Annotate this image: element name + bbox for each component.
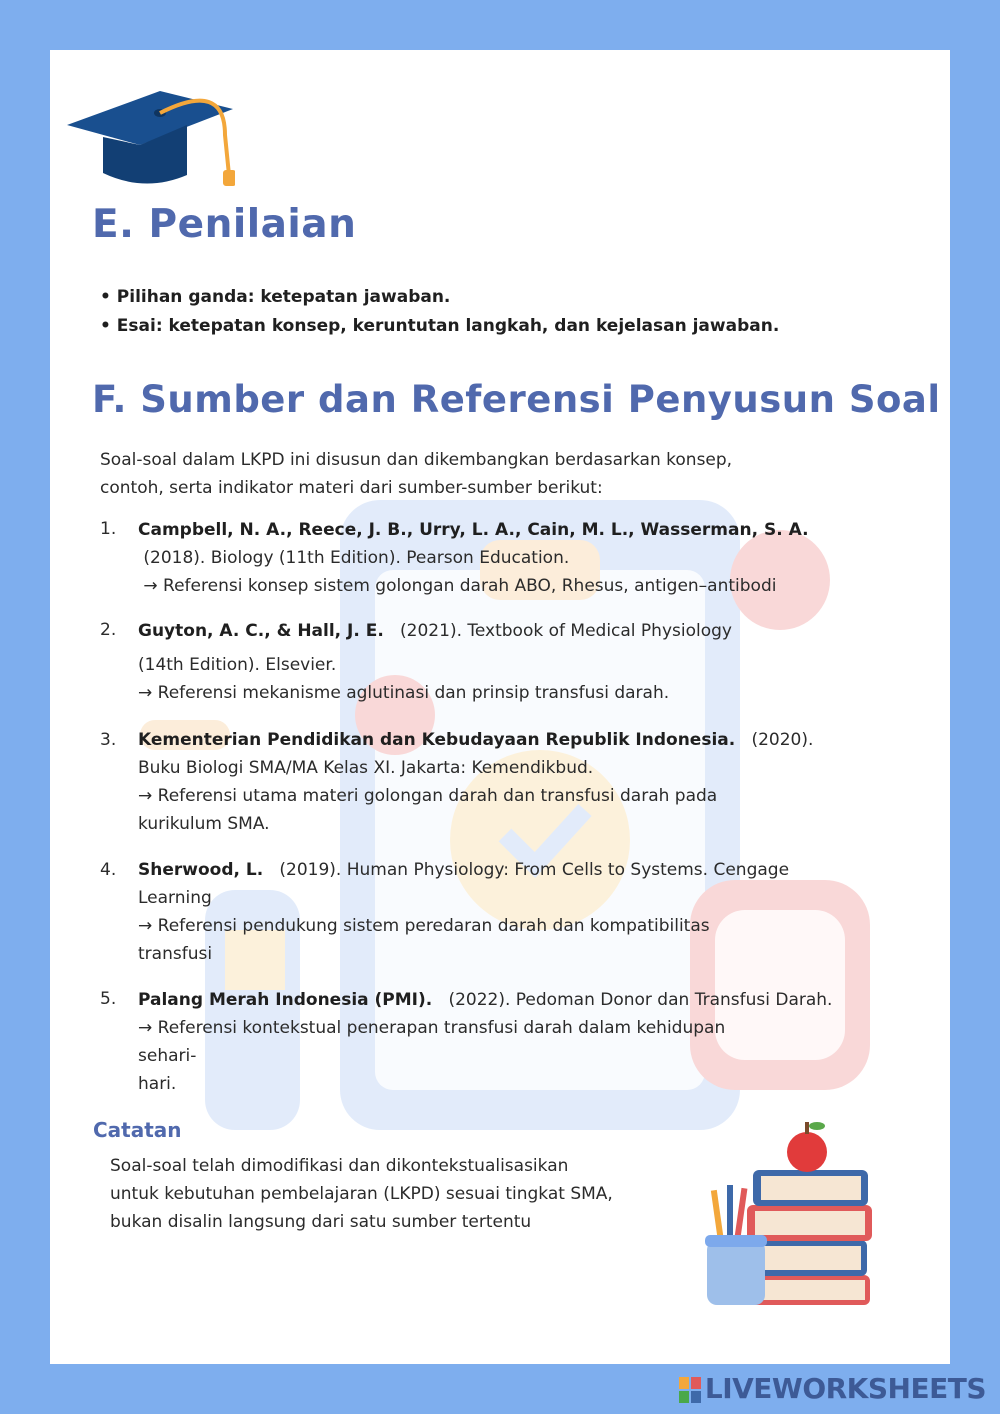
reference-item-4 [138,856,878,968]
bullet-item: • Pilihan ganda: ketepatan jawaban. [100,287,451,307]
reference-number: 4. [100,860,117,880]
books-apple-pencils-icon [705,1100,885,1310]
intro-line: Soal-soal dalam LKPD ini disusun dan dikembangkan berdasarkan konsep, [100,450,733,470]
liveworksheets-logo [679,1372,986,1405]
section-f-intro [100,446,732,502]
worksheet-page [50,50,950,1364]
reference-detail: Buku Biologi SMA/MA Kelas XI. Jakarta: Kemendikbud. [138,758,594,778]
reference-note: → Referensi konsep sistem golongan darah ABO, Rhesus, antigen–antibodi [138,576,777,596]
reference-number: 2. [100,620,117,640]
reference-note: kurikulum SMA. [138,814,270,834]
liveworksheets-logo-icon [679,1377,701,1403]
liveworksheets-brand-text: LIVEWORKSHEETS [704,1372,986,1405]
reference-note: transfusi [138,944,213,964]
reference-note: hari. [138,1074,177,1094]
reference-item-3 [138,726,878,838]
intro-line: contoh, serta indikator materi dari sumber-sumber berikut: [100,478,603,498]
catatan-heading: Catatan [93,1118,182,1142]
section-f-heading: F. Sumber dan Referensi Penyusun Soal [92,378,941,421]
reference-item-2 [138,617,878,707]
reference-note: → Referensi kontekstual penerapan transfusi darah dalam kehidupan [138,1018,726,1038]
reference-detail: Learning [138,888,212,908]
reference-note: → Referensi mekanisme aglutinasi dan prinsip transfusi darah. [138,683,670,703]
catatan-line: untuk kebutuhan pembelajaran (LKPD) sesuai tingkat SMA, [110,1184,613,1204]
reference-author: Sherwood, L. [138,860,264,880]
reference-note: → Referensi utama materi golongan darah dan transfusi darah pada [138,786,718,806]
reference-number: 5. [100,989,117,1009]
reference-detail: (14th Edition). Elsevier. [138,655,337,675]
reference-detail: (2018). Biology (11th Edition). Pearson Education. [138,548,570,568]
reference-author: Guyton, A. C., & Hall, J. E. [138,621,384,641]
reference-note: → Referensi pendukung sistem peredaran darah dan kompatibilitas [138,916,710,936]
reference-number: 1. [100,519,117,539]
reference-note: sehari- [138,1046,197,1066]
bullet-item: • Esai: ketepatan konsep, keruntutan langkah, dan kejelasan jawaban. [100,316,780,336]
catatan-text [110,1152,613,1236]
graduation-cap-icon [65,85,235,190]
reference-author: Campbell, N. A., Reece, J. B., Urry, L. A., Cain, M. L., Wasserman, S. A. [138,520,809,540]
reference-item-5 [138,986,878,1098]
reference-item-1 [138,516,878,600]
reference-detail: (2020). [751,730,814,750]
reference-number: 3. [100,730,117,750]
catatan-line: Soal-soal telah dimodifikasi dan dikontekstualisasikan [110,1156,569,1176]
reference-detail: (2021). Textbook of Medical Physiology [400,621,732,641]
reference-author: Palang Merah Indonesia (PMI). [138,990,433,1010]
section-e-heading: E. Penilaian [92,202,357,247]
reference-author: Kementerian Pendidikan dan Kebudayaan Republik Indonesia. [138,730,736,750]
catatan-line: bukan disalin langsung dari satu sumber tertentu [110,1212,532,1232]
reference-detail: (2019). Human Physiology: From Cells to Systems. Cengage [279,860,790,880]
reference-detail: (2022). Pedoman Donor dan Transfusi Darah. [448,990,833,1010]
